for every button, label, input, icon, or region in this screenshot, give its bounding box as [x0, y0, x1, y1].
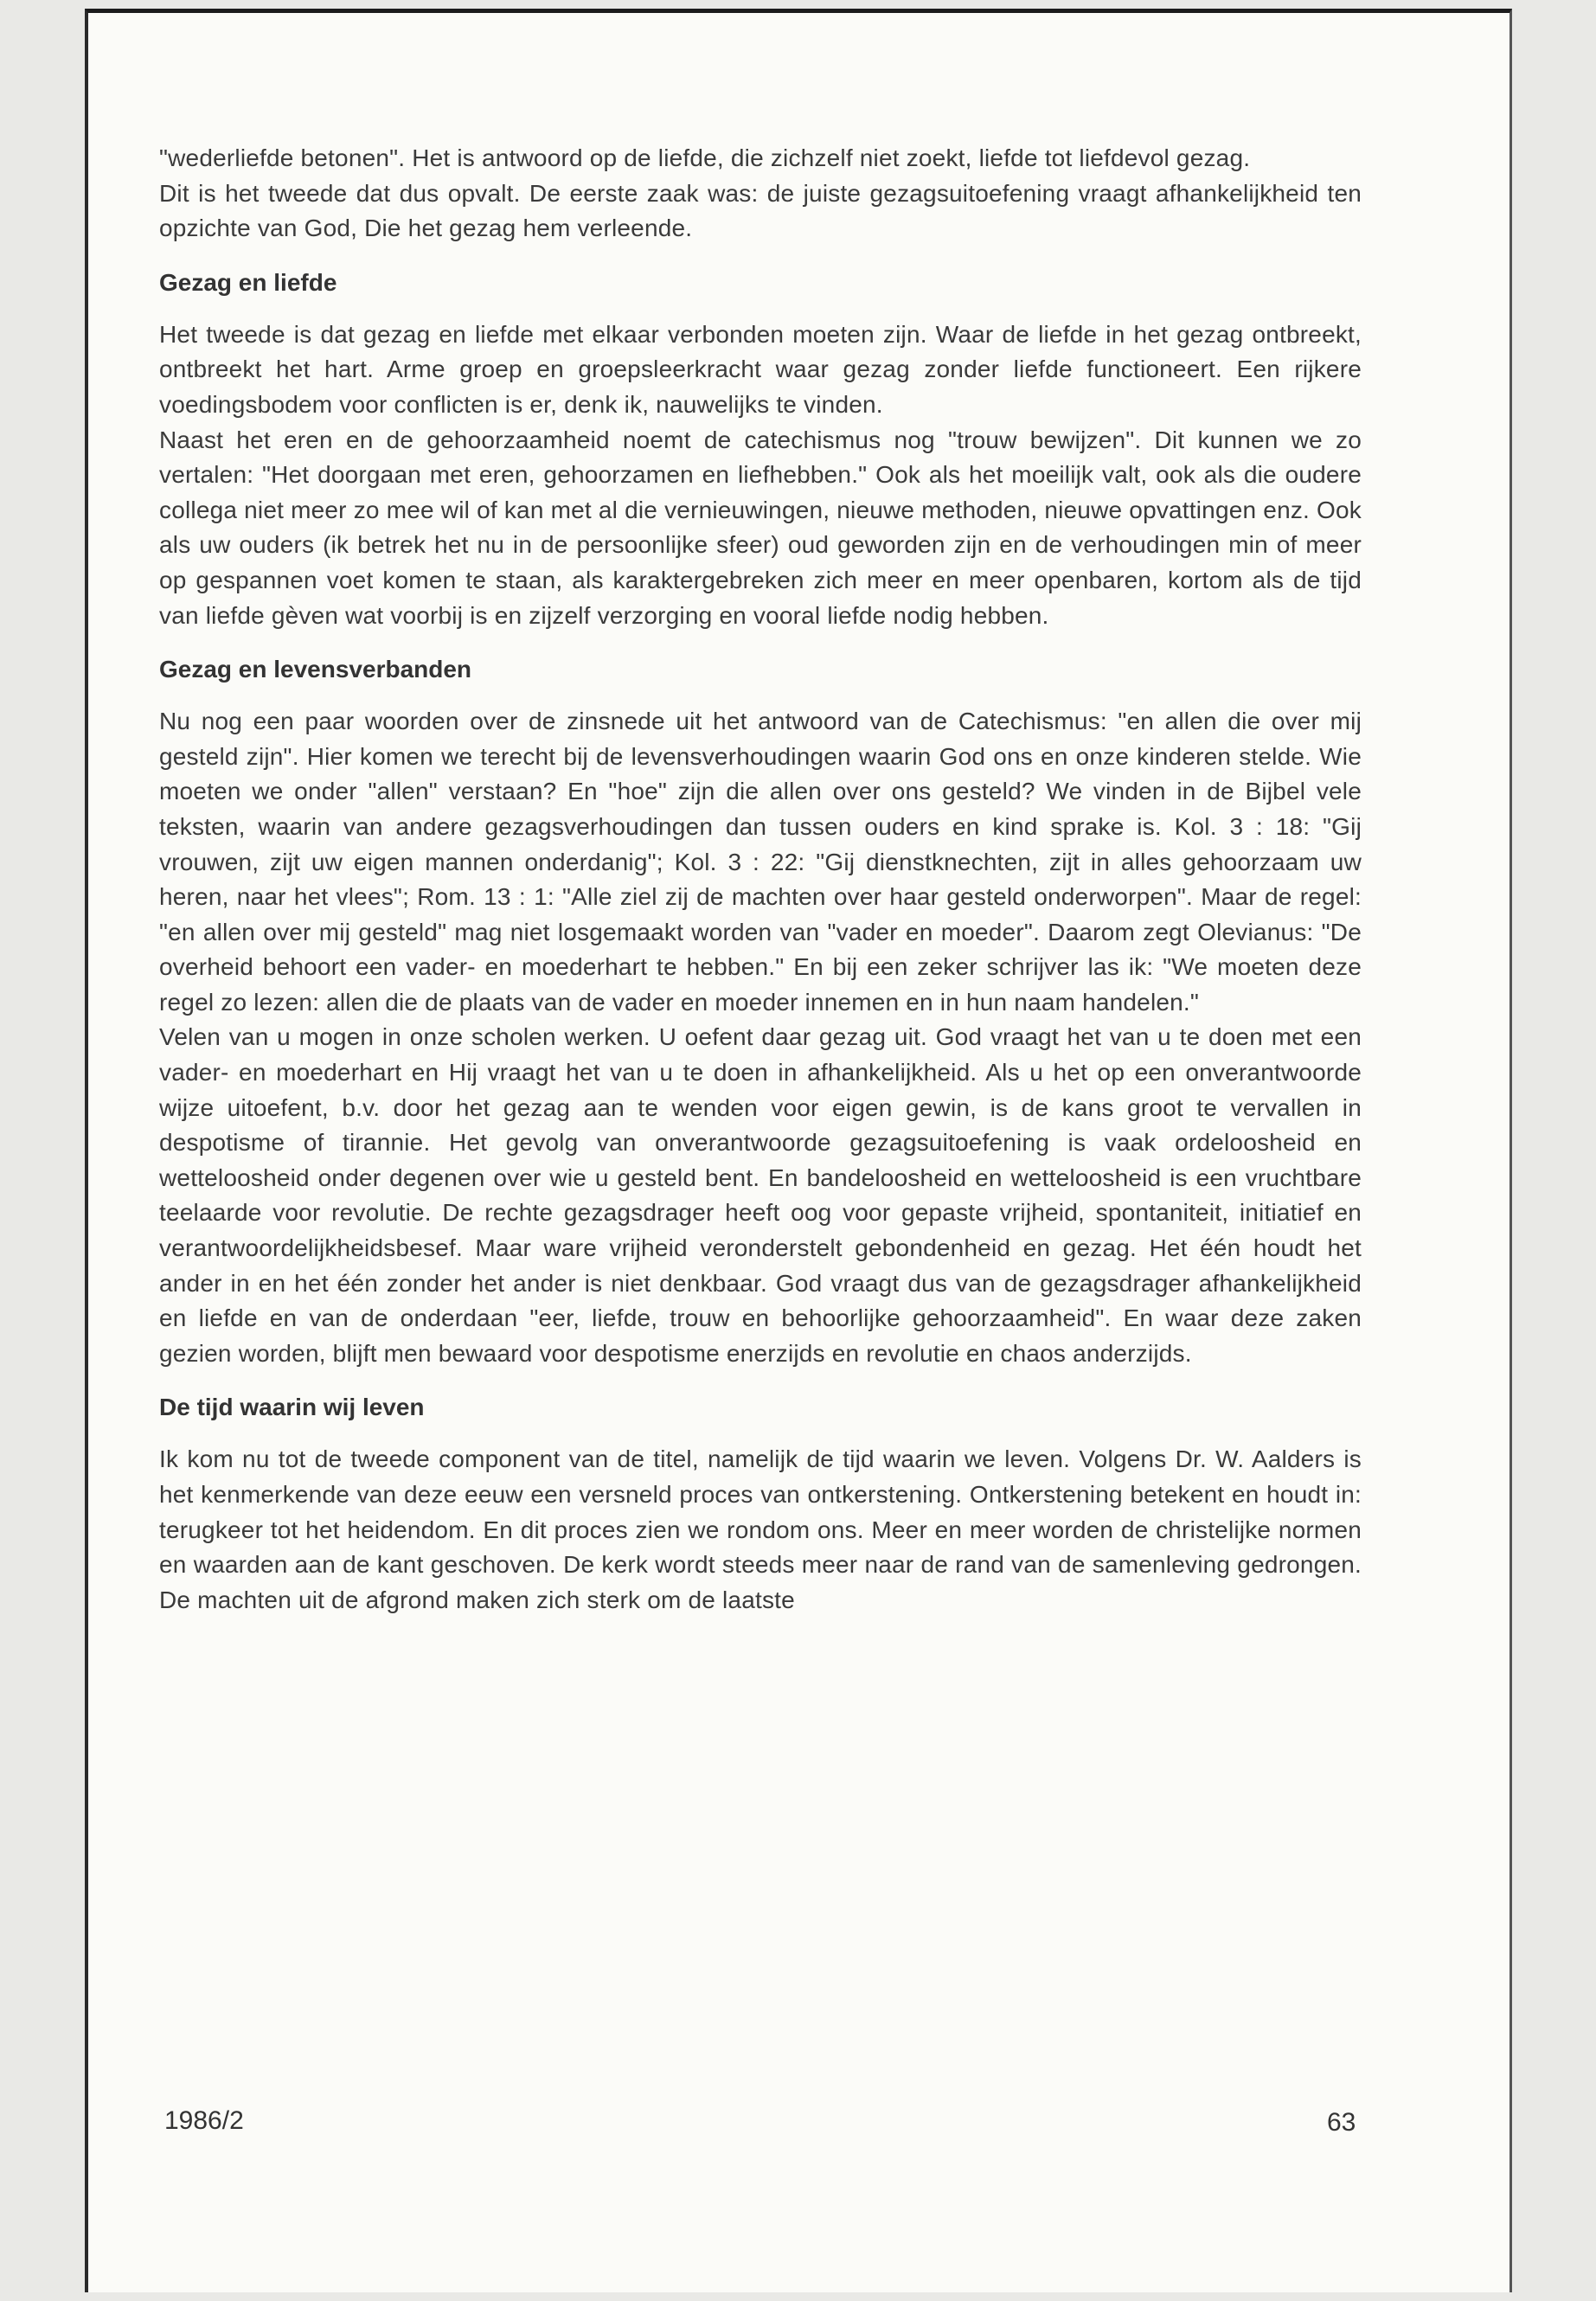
- section-heading: Gezag en liefde: [159, 268, 337, 296]
- document-page: [85, 9, 1512, 2292]
- page-number: 63: [1327, 2108, 1356, 2137]
- paragraph: Velen van u mogen in onze scholen werken. U oefent daar gezag uit. God vraagt het van u te doen met een vader- en moederhart en Hij vraagt het van u te doen in afhankelijkheid. Als u het op een onverantwoorde wijze uitoefent, b.v. door het gezag aan te wenden voor eigen gewin, is de kans groot te vervallen in despotisme of tirannie. Het gevolg van onverantwoorde gezagsuitoefening is vaak ordeloosheid en wetteloosheid onder degenen over wie u gesteld bent. En bandeloosheid en wetteloosheid is een vruchtbare teelaarde voor revolutie. De rechte gezagsdrager heeft oog voor gepaste vrijheid, spontaniteit, initiatief en verantwoordelijkheidsbesef. Maar ware vrijheid veronderstelt gebondenheid en gezag. Het één houdt het ander in en het één zonder het ander is niet denkbaar. God vraagt dus van de gezagsdrager afhankelijkheid en liefde en van de onderdaan "eer, liefde, trouw en behoorlijke gehoorzaamheid". En waar deze zaken gezien worden, blijft men bewaard voor despotisme enerzijds en revolutie en chaos anderzijds.: [159, 1023, 1362, 1367]
- paragraph: Het tweede is dat gezag en liefde met elkaar verbonden moeten zijn. Waar de liefde in het gezag ontbreekt, ontbreekt het hart. Arme groep en groepsleerkracht waar gezag zonder liefde functioneert. Een rijkere voedingsbodem voor conflicten is er, denk ik, nauwelijks te vinden.: [159, 320, 1362, 418]
- paragraph: Nu nog een paar woorden over de zinsnede uit het antwoord van de Catechismus: "en allen die over mij gesteld zijn". Hier komen we terecht bij de levensverhoudingen waarin God ons en onze kinderen stelde. Wie moeten we onder "allen" verstaan? En "hoe" zijn die allen over ons gesteld? We vinden in de Bijbel vele teksten, waarin van andere gezagsverhoudingen dan tussen ouders en kind sprake is. Kol. 3 : 18: "Gij vrouwen, zijt uw eigen mannen onderdanig"; Kol. 3 : 22: "Gij dienstknechten, zijt in alles gehoorzaam uw heren, naar het vlees"; Rom. 13 : 1: "Alle ziel zij de machten over haar gesteld onderworpen". Maar de regel: "en allen over mij gesteld" mag niet losgemaakt worden van "vader en moeder". Daarom zegt Olevianus: "De overheid behoort een vader- en moederhart te hebben." En bij een zeker schrijver las ik: "We moeten deze regel zo lezen: allen die de plaats van de vader en moeder innemen en in hun naam handelen.": [159, 708, 1362, 1016]
- section-heading: De tijd waarin wij leven: [159, 1394, 425, 1421]
- article-body: [159, 141, 1362, 1618]
- issue-label: 1986/2: [164, 2106, 244, 2135]
- paragraph: "wederliefde betonen". Het is antwoord op de liefde, die zichzelf niet zoekt, liefde tot liefdevol gezag.: [159, 144, 1251, 171]
- paragraph: Dit is het tweede dat dus opvalt. De eerste zaak was: de juiste gezagsuitoefening vraagt afhankelijkheid ten opzichte van God, Die het gezag hem verleende.: [159, 179, 1362, 242]
- paragraph: Naast het eren en de gehoorzaamheid noemt de catechismus nog "trouw bewijzen". Dit kunnen we zo vertalen: "Het doorgaan met eren, gehoorzamen en liefhebben." Ook als het moeilijk valt, ook als die oudere collega niet meer zo mee wil of kan met al die vernieuwingen, nieuwe methoden, nieuwe opvattingen enz. Ook als uw ouders (ik betrek het nu in de persoonlijke sfeer) oud geworden zijn en de verhoudingen min of meer op gespannen voet komen te staan, als karaktergebreken zich meer en meer openbaren, kortom als de tijd van liefde gèven wat voorbij is en zijzelf verzorging en vooral liefde nodig hebben.: [159, 426, 1362, 629]
- paragraph: Ik kom nu tot de tweede component van de titel, namelijk de tijd waarin we leven. Volgens Dr. W. Aalders is het kenmerkende van deze eeuw een versneld proces van ontkerstening. Ontkerstening betekent en houdt in: terugkeer tot het heidendom. En dit proces zien we rondom ons. Meer en meer worden de christelijke normen en waarden aan de kant geschoven. De kerk wordt steeds meer naar de rand van de samenleving gedrongen. De machten uit de afgrond maken zich sterk om de laatste: [159, 1445, 1362, 1613]
- section-heading: Gezag en levensverbanden: [159, 656, 472, 683]
